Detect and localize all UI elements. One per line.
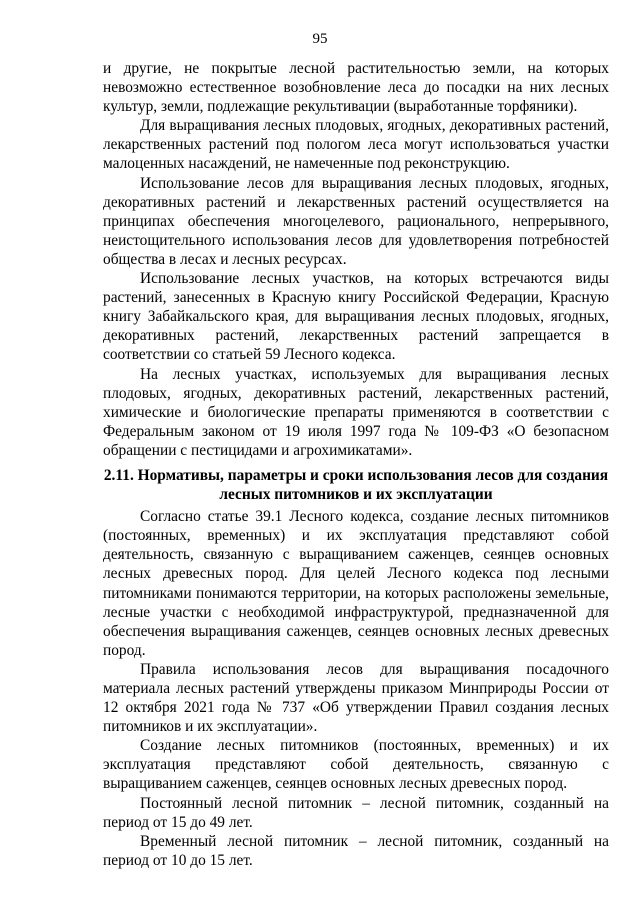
paragraph: Временный лесной питомник – лесной питомник, созданный на период от 10 до 15 лет.	[103, 832, 609, 869]
paragraph: На лесных участках, используемых для выращивания лесных плодовых, ягодных, декоративных растений, лекарственных растений, химические и биологические препараты применяются в соответствии с Федеральным законом от 19 июля 1997 года № 109-ФЗ «О безопасном обращении с пестицидами и агрохимикатами».	[103, 365, 609, 459]
section-heading-line-1: 2.11. Нормативы, параметры и сроки использования лесов для создания	[103, 466, 609, 484]
section-heading	[103, 466, 609, 504]
paragraph: Создание лесных питомников (постоянных, временных) и их эксплуатация представляют собой деятельность, связанную с выращиванием саженцев, сеянцев основных лесных древесных пород.	[103, 737, 609, 793]
document-body	[103, 59, 609, 870]
paragraph: Использование лесных участков, на которых встречаются виды растений, занесенных в Красную книгу Российской Федерации, Красную книгу Забайкальского края, для выращивания лесных плодовых, ягодных, декоративных растений, лекарственных растений запрещается в соответствии со статьей 59 Лесного кодекса.	[103, 270, 609, 364]
paragraph-continuation: и другие, не покрытые лесной растительностью земли, на которых невозможно естественное возобновление леса до посадки на них лесных культур, земли, подлежащие рекультивации (выработанные торфяники).	[103, 60, 609, 116]
paragraph: Для выращивания лесных плодовых, ягодных, декоративных растений, лекарственных растений под пологом леса могут использоваться участки малоценных насаждений, не намеченные под реконструкцию.	[103, 117, 609, 173]
section-heading-line-2: лесных питомников и их эксплуатации	[219, 486, 493, 504]
paragraph: Постоянный лесной питомник – лесной питомник, созданный на период от 15 до 49 лет.	[103, 794, 609, 831]
page-number: 95	[312, 31, 328, 47]
paragraph: Согласно статье 39.1 Лесного кодекса, создание лесных питомников (постоянных, временных) и их эксплуатация представляют собой деятельность, связанную с выращиванием саженцев, сеянцев основных лесных древесных пород. Для целей Лесного кодекса под лесными питомниками понимаются территории, на которых расположены земельные, лесные участки с необходимой инфраструктурой, предназначенной для обеспечения выращивания саженцев, сеянцев основных лесных древесных пород.	[103, 508, 609, 659]
paragraph: Использование лесов для выращивания лесных плодовых, ягодных, декоративных растений и лекарственных растений осуществляется на принципах обеспечения многоцелевого, рационального, непрерывного, неистощительного использования лесов для удовлетворения потребностей общества в лесах и лесных ресурсах.	[103, 174, 609, 268]
paragraph: Правила использования лесов для выращивания посадочного материала лесных растений утверждены приказом Минприроды России от 12 октября 2021 года № 737 «Об утверждении Правил создания лесных питомников и их эксплуатации».	[103, 660, 609, 736]
